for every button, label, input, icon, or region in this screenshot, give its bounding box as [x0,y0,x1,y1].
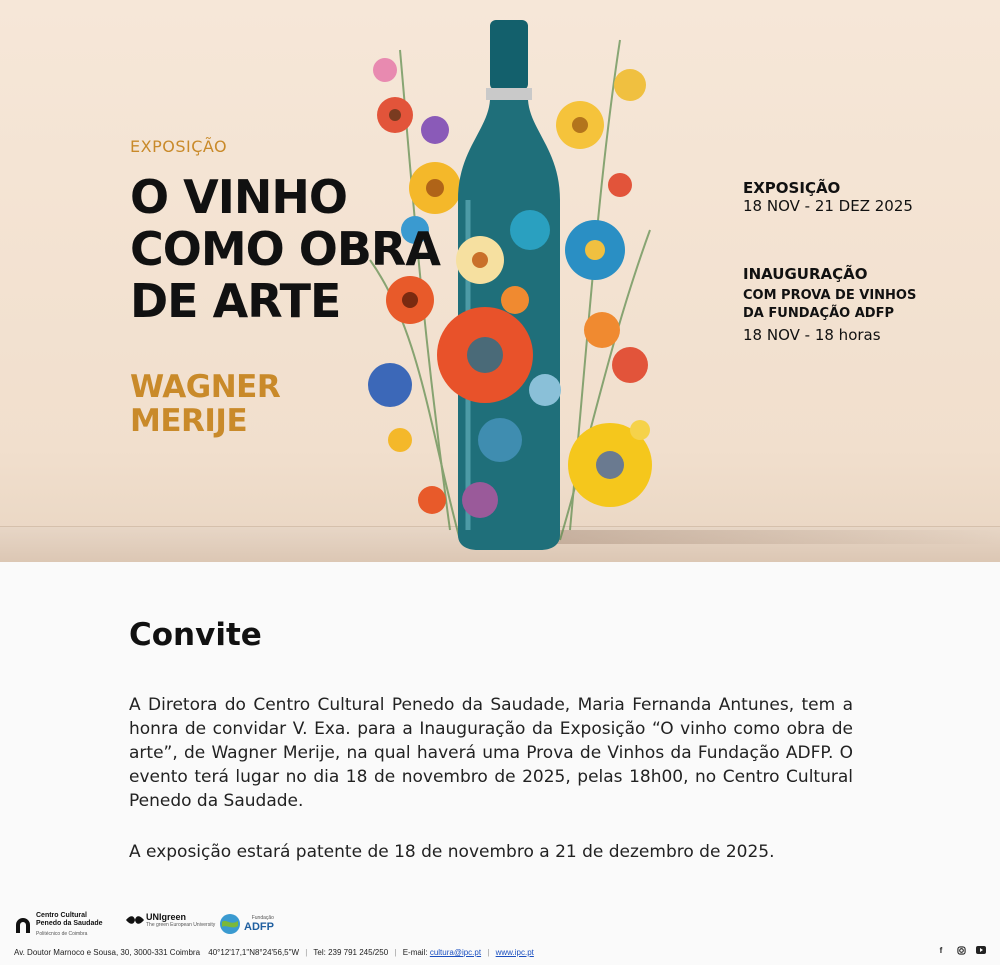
footer-address: Av. Doutor Marnoco e Sousa, 30, 3000-331 Coimbra [14,948,201,957]
globe-icon [218,912,242,936]
adfp-logo [218,912,274,936]
title-line: COMO OBRA [130,222,440,276]
facebook-icon[interactable]: f [939,946,943,955]
artist-line: MERIJE [130,403,248,439]
youtube-icon[interactable] [976,946,986,956]
adfp-name: ADFP [244,921,274,933]
artist-line: WAGNER [130,369,281,405]
ccps-line-1: Centro Cultural [36,912,87,919]
partner-logos [14,912,314,942]
inauguracao-date: 18 NOV - 18 horas [743,326,881,344]
divider: | [394,948,397,957]
inauguracao-heading: INAUGURAÇÃO [743,265,868,283]
divider: | [305,948,308,957]
footer-tel: Tel: 239 791 245/250 [313,948,389,957]
leaf-icon [126,915,144,925]
title-line: O VINHO [130,170,347,224]
exhibition-period-paragraph: A exposição estará patente de 18 de novembro a 21 de dezembro de 2025. [129,842,775,862]
title-line: DE ARTE [130,274,341,328]
footer-website-link[interactable]: www.ipc.pt [495,948,534,957]
arch-icon [14,917,32,933]
footer-coords: 40°12'17,1"N8°24'56,5"W [208,948,300,957]
exhibition-dates-block [743,179,913,215]
invitation-heading: Convite [129,617,262,653]
inauguration-block [743,265,916,344]
ccps-subtitle: Politécnico de Coimbra [36,931,88,937]
footer-contact [14,948,534,957]
footer-email-label: E-mail: [402,948,428,957]
divider: | [487,948,490,957]
ccps-line-2: Penedo da Saudade [36,920,103,927]
social-links [936,946,986,956]
exhibition-title [130,171,550,327]
inauguracao-subtitle-2: DA FUNDAÇÃO ADFP [743,306,894,321]
adfp-small-label: Fundação [251,915,274,921]
unigreen-name: UNIgreen [146,912,187,922]
footer-email-link[interactable]: cultura@ipc.pt [429,948,482,957]
ccps-logo [14,912,103,937]
invitation-paragraph: A Diretora do Centro Cultural Penedo da Saudade, Maria Fernanda Antunes, tem a honra de convidar V. Exa. para a Inauguração da Exposição “O vinho como obra de arte”, de Wagner Merije, na qual haverá uma Prova de Vinhos da Fundação ADFP. O evento terá lugar no dia 18 de novembro de 2025, pelas 18h00, no Centro Cultural Penedo da Saudade. [129,695,853,811]
hero-kicker: EXPOSIÇÃO [130,137,228,156]
instagram-icon[interactable] [956,946,966,956]
artist-name [130,370,280,438]
unigreen-subtitle: The green European University [146,922,216,928]
unigreen-logo [126,912,215,928]
exposicao-heading: EXPOSIÇÃO [743,179,841,197]
inauguracao-subtitle-1: COM PROVA DE VINHOS [743,288,917,303]
exposicao-dates: 18 NOV - 21 DEZ 2025 [743,197,913,215]
